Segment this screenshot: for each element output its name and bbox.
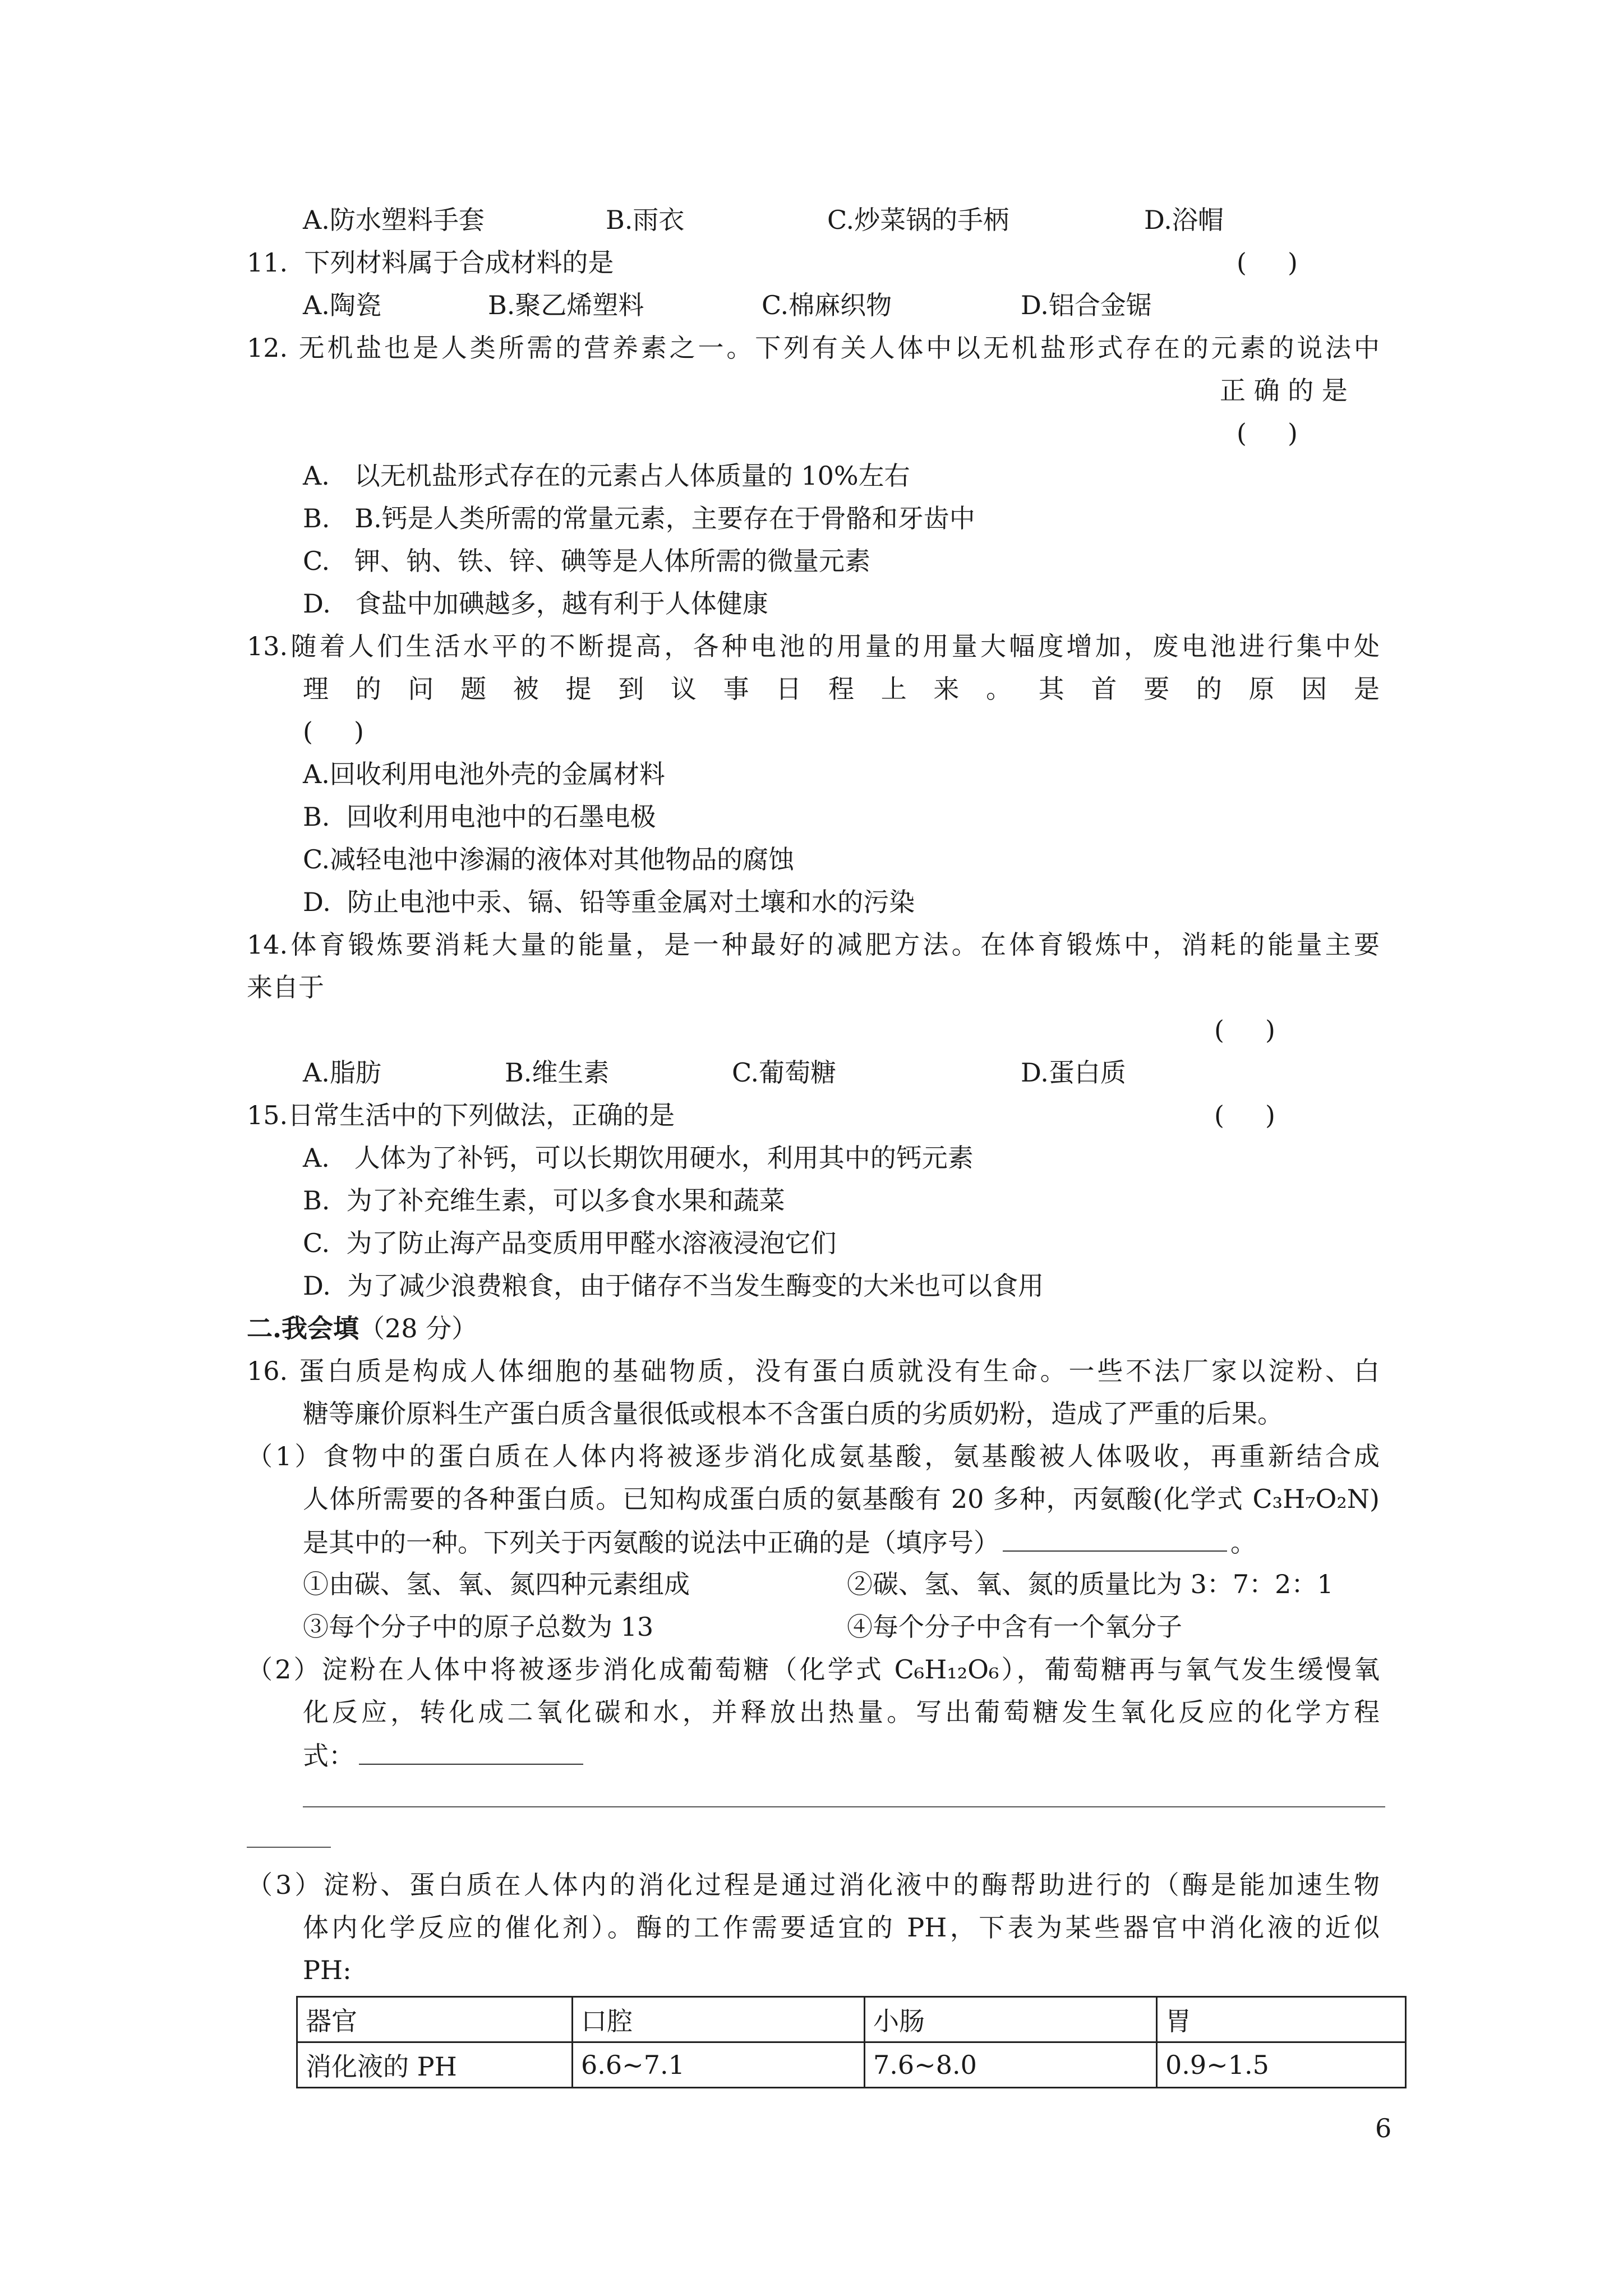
ph-table-header-cell: 口腔 [573,1997,865,2042]
q11-option-a: A.陶瓷 [303,290,381,320]
ph-table-cell: 6.6~7.1 [573,2042,865,2088]
q14-option-a: A.脂肪 [303,1057,381,1088]
q13-bracket: ( ) [303,716,365,747]
q12-option-b: B. B.钙是人类所需的常量元素，主要存在于骨骼和牙齿中 [303,503,975,533]
ph-table-header-cell: 器官 [297,1997,573,2042]
q16-part1-line1: （1）食物中的蛋白质在人体内将被逐步消化成氨基酸，氨基酸被人体吸收，再重新结合成 [247,1441,1380,1471]
q10-option-a: A.防水塑料手套 [303,205,485,235]
ph-table-header-cell: 胃 [1157,1997,1406,2042]
q10-option-b: B.雨衣 [606,205,685,235]
q14-option-b: B.维生素 [505,1057,610,1088]
q12-stem-cont: 正 确 的 是 [1220,375,1348,406]
ph-table-cell: 消化液的 PH [297,2042,573,2088]
q11-bracket: ( ) [1237,247,1298,278]
q12-option-d: D. 食盐中加碘越多，越有利于人体健康 [303,588,768,619]
q13-option-d: D. 防止电池中汞、镉、铅等重金属对土壤和水的污染 [303,887,915,917]
q15-option-a: A. 人体为了补钙，可以长期饮用硬水，利用其中的钙元素 [303,1143,974,1173]
q16-part3-line3: PH: [303,1955,352,1985]
q16-part1-end: 。 [1230,1527,1256,1558]
q11-option-b: B.聚乙烯塑料 [488,290,644,320]
ph-table-header-row [297,1997,1406,2042]
q16-part3-line1: （3）淀粉、蛋白质在人体内的消化过程是通过消化液中的酶帮助进行的（酶是能加速生物 [247,1870,1380,1900]
q16-part2-question: 式： [303,1741,354,1771]
ph-table [296,1996,1407,2088]
q12-bracket: ( ) [1237,418,1298,448]
q16-part2-line3 [303,1738,583,1773]
q13-option-a: A.回收利用电池外壳的金属材料 [303,759,665,789]
q11-option-d: D.铝合金锯 [1021,290,1152,320]
q16-stem-1: 16. 蛋白质是构成人体细胞的基础物质，没有蛋白质就没有生命。一些不法厂家以淀粉、白 [247,1356,1380,1386]
q16-part1-line3 [303,1525,1256,1559]
q16-part2-answer-line[interactable] [303,1806,1385,1807]
q16-stem-2: 糖等廉价原料生产蛋白质含量很低或根本不含蛋白质的劣质奶粉，造成了严重的后果。 [303,1398,1283,1429]
q13-stem: 13.随着人们生活水平的不断提高，各种电池的用量的用量大幅度增加，废电池进行集中处 [247,631,1380,661]
q16-choice-1: ①由碳、氢、氧、氮四种元素组成 [303,1569,690,1599]
q15-option-c: C. 为了防止海产品变质用甲醛水溶液浸泡它们 [303,1228,837,1258]
q14-option-c: C.葡萄糖 [732,1057,837,1088]
q16-choice-3: ③每个分子中的原子总数为 13 [303,1612,654,1642]
section-2-title: 二.我会填 [247,1313,359,1343]
q14-stem: 14.体育锻炼要消耗大量的能量，是一种最好的减肥方法。在体育锻炼中，消耗的能量主要 [247,930,1380,960]
q12-option-a: A. 以无机盐形式存在的元素占人体质量的 10%左右 [303,461,910,491]
section-2-heading [247,1312,477,1345]
section-2-score: （28 分） [359,1313,478,1343]
q15-option-d: D. 为了减少浪费粮食，由于储存不当发生酶变的大米也可以食用 [303,1271,1044,1301]
q15-bracket: ( ) [1214,1100,1276,1130]
q16-part2-answer-blank[interactable] [359,1738,583,1765]
q13-option-c: C.减轻电池中渗漏的液体对其他物品的腐蚀 [303,844,795,875]
q13-stem-cont: 理 的 问 题 被 提 到 议 事 日 程 上 来 。 其 首 要 的 原 因 是 [303,674,1380,704]
q16-choice-2: ②碳、氢、氧、氮的质量比为 3：7：2：1 [847,1569,1334,1599]
q14-bracket: ( ) [1214,1015,1276,1045]
ph-table-header-cell: 小肠 [865,1997,1157,2042]
q13-option-b: B. 回收利用电池中的石墨电极 [303,802,656,832]
ph-table-cell: 0.9~1.5 [1157,2042,1406,2088]
q16-part2-line2: 化反应，转化成二氧化碳和水，并释放出热量。写出葡萄糖发生氧化反应的化学方程 [303,1697,1380,1727]
q16-part1-answer-blank[interactable] [1003,1525,1227,1552]
q10-option-d: D.浴帽 [1144,205,1224,235]
q16-part2-line1: （2）淀粉在人体中将被逐步消化成葡萄糖（化学式 C₆H₁₂O₆），葡萄糖再与氧气发生缓慢氧 [247,1654,1380,1685]
q12-option-c: C. 钾、钠、铁、锌、碘等是人体所需的微量元素 [303,546,871,576]
q16-part1-question: 是其中的一种。下列关于丙氨酸的说法中正确的是（填序号） [303,1527,999,1558]
ph-table-row [297,2042,1406,2088]
q12-stem: 12. 无机盐也是人类所需的营养素之一。下列有关人体中以无机盐形式存在的元素的说法中 [247,333,1380,363]
q11-option-c: C.棉麻织物 [762,290,892,320]
q15-option-b: B. 为了补充维生素，可以多食水果和蔬菜 [303,1185,785,1216]
page-number: 6 [1375,2113,1392,2143]
q14-option-d: D.蛋白质 [1021,1057,1126,1088]
q16-choice-4: ④每个分子中含有一个氧分子 [847,1612,1182,1642]
q16-part3-line2: 体内化学反应的催化剂）。酶的工作需要适宜的 PH，下表为某些器官中消化液的近似 [303,1912,1380,1943]
q16-part1-line2: 人体所需要的各种蛋白质。已知构成蛋白质的氨基酸有 20 多种，丙氨酸(化学式 C₃H₇O₂N) [303,1484,1380,1514]
q11-stem: 11. 下列材料属于合成材料的是 [247,247,614,278]
q14-stem-cont: 来自于 [247,972,324,1002]
ph-table-cell: 7.6~8.0 [865,2042,1157,2088]
q15-stem: 15.日常生活中的下列做法，正确的是 [247,1100,675,1130]
q16-part2-answer-line-end [247,1847,331,1848]
q10-option-c: C.炒菜锅的手柄 [827,205,1009,235]
